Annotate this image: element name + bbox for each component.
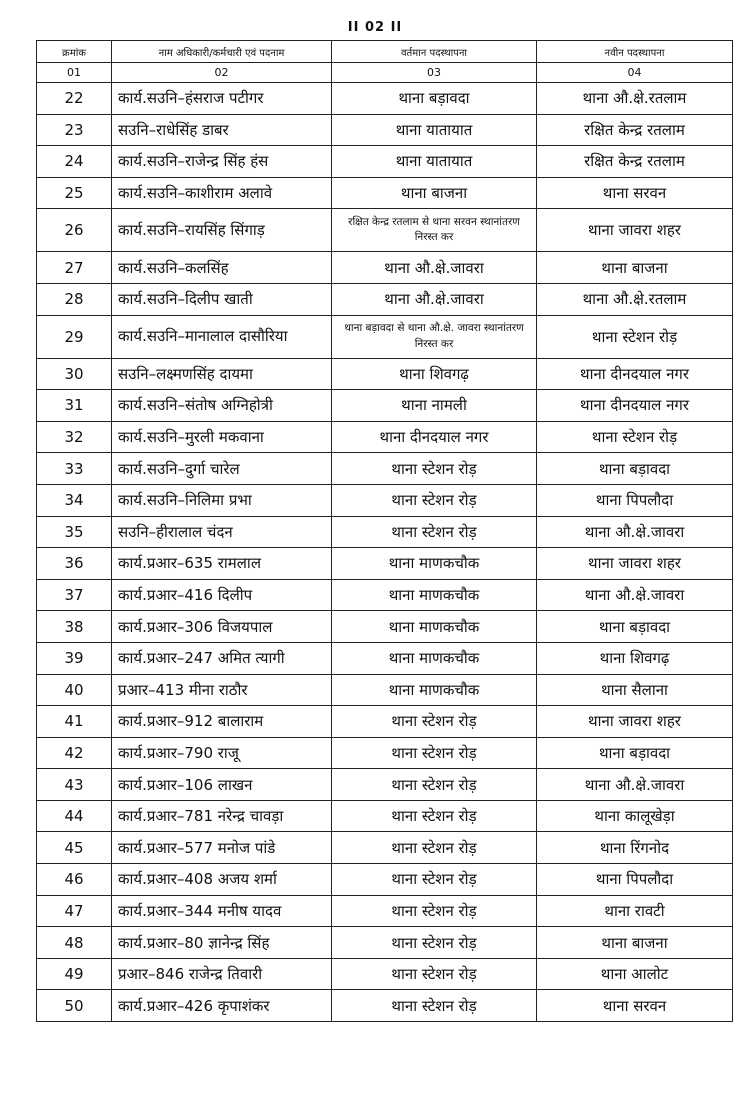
name-cell: कार्य.सउनि–कलसिंह (112, 252, 332, 284)
table-row (37, 990, 733, 1022)
serial-number-cell: 49 (37, 958, 112, 990)
header-row (37, 41, 733, 63)
serial-number-cell: 23 (37, 114, 112, 146)
name-cell: कार्य.प्रआर–781 नरेन्द्र चावड़ा (112, 800, 332, 832)
name-cell: प्रआर–846 राजेन्द्र तिवारी (112, 958, 332, 990)
serial-number-cell: 33 (37, 453, 112, 485)
new-posting-cell: थाना स्टेशन रोड़ (537, 421, 733, 453)
name-cell: कार्य.प्रआर–912 बालाराम (112, 706, 332, 738)
new-posting-cell: रक्षित केन्द्र रतलाम (537, 114, 733, 146)
current-posting-cell: थाना स्टेशन रोड़ (332, 895, 537, 927)
serial-number-cell: 27 (37, 252, 112, 284)
name-cell: कार्य.सउनि–हंसराज पटीगर (112, 83, 332, 115)
serial-number-cell: 41 (37, 706, 112, 738)
serial-number-cell: 28 (37, 283, 112, 315)
table-body (37, 83, 733, 1022)
serial-number-cell: 35 (37, 516, 112, 548)
new-posting-cell: थाना स्टेशन रोड़ (537, 315, 733, 358)
current-posting-cell: थाना स्टेशन रोड़ (332, 958, 537, 990)
current-posting-cell: थाना यातायात (332, 114, 537, 146)
name-cell: कार्य.सउनि–दिलीप खाती (112, 283, 332, 315)
name-cell: कार्य.प्रआर–426 कृपाशंकर (112, 990, 332, 1022)
new-posting-cell: थाना सरवन (537, 177, 733, 209)
serial-number-cell: 24 (37, 146, 112, 178)
current-posting-cell: थाना नामली (332, 390, 537, 422)
new-posting-cell: थाना जावरा शहर (537, 209, 733, 252)
new-posting-cell: थाना बड़ावदा (537, 453, 733, 485)
current-posting-cell: थाना स्टेशन रोड़ (332, 516, 537, 548)
new-posting-cell: थाना औ.क्षे.जावरा (537, 769, 733, 801)
new-posting-cell: थाना औ.क्षे.जावरा (537, 579, 733, 611)
current-posting-cell: थाना शिवगढ़ (332, 358, 537, 390)
serial-number-cell: 45 (37, 832, 112, 864)
table-row (37, 421, 733, 453)
table-row (37, 177, 733, 209)
current-posting-cell: थाना बाजना (332, 177, 537, 209)
name-cell: कार्य.सउनि–रायसिंह सिंगाड़ (112, 209, 332, 252)
new-posting-cell: थाना बड़ावदा (537, 737, 733, 769)
serial-number-cell: 30 (37, 358, 112, 390)
name-cell: कार्य.सउनि–निलिमा प्रभा (112, 484, 332, 516)
serial-number-cell: 26 (37, 209, 112, 252)
serial-number-cell: 29 (37, 315, 112, 358)
current-posting-cell: थाना स्टेशन रोड़ (332, 990, 537, 1022)
table-row (37, 83, 733, 115)
serial-number-cell: 32 (37, 421, 112, 453)
table-row (37, 737, 733, 769)
table-row (37, 864, 733, 896)
current-posting-cell: थाना स्टेशन रोड़ (332, 800, 537, 832)
table-row (37, 453, 733, 485)
serial-number-cell: 22 (37, 83, 112, 115)
name-cell: कार्य.सउनि–काशीराम अलावे (112, 177, 332, 209)
header-name: नाम अधिकारी/कर्मचारी एवं पदनाम (112, 41, 332, 63)
name-cell: कार्य.सउनि–राजेन्द्र सिंह हंस (112, 146, 332, 178)
table-row (37, 895, 733, 927)
table-row (37, 252, 733, 284)
new-posting-cell: थाना औ.क्षे.रतलाम (537, 83, 733, 115)
new-posting-cell: थाना आलोट (537, 958, 733, 990)
current-posting-cell: थाना बड़ावदा से थाना औ.क्षे. जावरा स्थानांतरण निरस्त कर (332, 315, 537, 358)
new-posting-cell: थाना सरवन (537, 990, 733, 1022)
table-row (37, 769, 733, 801)
column-number-row (37, 63, 733, 83)
new-posting-cell: थाना सैलाना (537, 674, 733, 706)
current-posting-cell: थाना औ.क्षे.जावरा (332, 252, 537, 284)
current-posting-cell: थाना दीनदयाल नगर (332, 421, 537, 453)
name-cell: कार्य.प्रआर–106 लाखन (112, 769, 332, 801)
new-posting-cell: रक्षित केन्द्र रतलाम (537, 146, 733, 178)
table-row (37, 209, 733, 252)
new-posting-cell: थाना जावरा शहर (537, 548, 733, 580)
serial-number-cell: 39 (37, 642, 112, 674)
table-row (37, 548, 733, 580)
name-cell: कार्य.प्रआर–306 विजयपाल (112, 611, 332, 643)
name-cell: कार्य.प्रआर–247 अमित त्यागी (112, 642, 332, 674)
new-posting-cell: थाना दीनदयाल नगर (537, 358, 733, 390)
table-row (37, 611, 733, 643)
serial-number-cell: 31 (37, 390, 112, 422)
table-row (37, 832, 733, 864)
serial-number-cell: 46 (37, 864, 112, 896)
name-cell: कार्य.प्रआर–635 रामलाल (112, 548, 332, 580)
name-cell: कार्य.प्रआर–416 दिलीप (112, 579, 332, 611)
table-row (37, 642, 733, 674)
table-row (37, 146, 733, 178)
name-cell: कार्य.सउनि–मानालाल दासौरिया (112, 315, 332, 358)
table-row (37, 516, 733, 548)
name-cell: कार्य.प्रआर–790 राजू (112, 737, 332, 769)
current-posting-cell: थाना स्टेशन रोड़ (332, 706, 537, 738)
serial-number-cell: 25 (37, 177, 112, 209)
current-posting-cell: थाना माणकचौक (332, 548, 537, 580)
serial-number-cell: 34 (37, 484, 112, 516)
current-posting-cell: थाना स्टेशन रोड़ (332, 864, 537, 896)
page-number: II 02 II (347, 20, 403, 35)
serial-number-cell: 50 (37, 990, 112, 1022)
serial-number-cell: 37 (37, 579, 112, 611)
name-cell: कार्य.सउनि–दुर्गा चारेल (112, 453, 332, 485)
table-row (37, 390, 733, 422)
name-cell: कार्य.प्रआर–577 मनोज पांडे (112, 832, 332, 864)
current-posting-cell: थाना स्टेशन रोड़ (332, 453, 537, 485)
transfer-table (36, 40, 733, 1022)
column-number: 01 (37, 63, 112, 83)
current-posting-cell: थाना माणकचौक (332, 611, 537, 643)
column-number: 04 (537, 63, 733, 83)
table-row (37, 358, 733, 390)
current-posting-cell: थाना माणकचौक (332, 642, 537, 674)
header-serial: क्रमांक (37, 41, 112, 63)
new-posting-cell: थाना कालूखेड़ा (537, 800, 733, 832)
current-posting-cell: थाना स्टेशन रोड़ (332, 927, 537, 959)
current-posting-cell: थाना औ.क्षे.जावरा (332, 283, 537, 315)
new-posting-cell: थाना पिपलौदा (537, 864, 733, 896)
current-posting-cell: थाना स्टेशन रोड़ (332, 737, 537, 769)
new-posting-cell: थाना बाजना (537, 927, 733, 959)
current-posting-cell: थाना स्टेशन रोड़ (332, 769, 537, 801)
table-row (37, 579, 733, 611)
new-posting-cell: थाना दीनदयाल नगर (537, 390, 733, 422)
new-posting-cell: थाना औ.क्षे.जावरा (537, 516, 733, 548)
serial-number-cell: 44 (37, 800, 112, 832)
table-row (37, 484, 733, 516)
new-posting-cell: थाना जावरा शहर (537, 706, 733, 738)
current-posting-cell: थाना माणकचौक (332, 579, 537, 611)
current-posting-cell: थाना यातायात (332, 146, 537, 178)
serial-number-cell: 47 (37, 895, 112, 927)
table-row (37, 283, 733, 315)
column-number: 02 (112, 63, 332, 83)
name-cell: सउनि–राधेसिंह डाबर (112, 114, 332, 146)
name-cell: कार्य.प्रआर–80 ज्ञानेन्द्र सिंह (112, 927, 332, 959)
header-new-posting: नवीन पदस्थापना (537, 41, 733, 63)
new-posting-cell: थाना रावटी (537, 895, 733, 927)
name-cell: कार्य.सउनि–संतोष अग्निहोत्री (112, 390, 332, 422)
name-cell: कार्य.सउनि–मुरली मकवाना (112, 421, 332, 453)
name-cell: सउनि–हीरालाल चंदन (112, 516, 332, 548)
current-posting-cell: थाना बड़ावदा (332, 83, 537, 115)
table-row (37, 674, 733, 706)
current-posting-cell: थाना स्टेशन रोड़ (332, 832, 537, 864)
header-current-posting: वर्तमान पदस्थापना (332, 41, 537, 63)
new-posting-cell: थाना बड़ावदा (537, 611, 733, 643)
table-row (37, 958, 733, 990)
new-posting-cell: थाना औ.क्षे.रतलाम (537, 283, 733, 315)
column-number: 03 (332, 63, 537, 83)
table-row (37, 114, 733, 146)
table-row (37, 800, 733, 832)
new-posting-cell: थाना शिवगढ़ (537, 642, 733, 674)
name-cell: प्रआर–413 मीना राठौर (112, 674, 332, 706)
new-posting-cell: थाना बाजना (537, 252, 733, 284)
serial-number-cell: 38 (37, 611, 112, 643)
new-posting-cell: थाना पिपलौदा (537, 484, 733, 516)
current-posting-cell: थाना स्टेशन रोड़ (332, 484, 537, 516)
new-posting-cell: थाना रिंगनोद (537, 832, 733, 864)
serial-number-cell: 42 (37, 737, 112, 769)
current-posting-cell: रक्षित केन्द्र रतलाम से थाना सरवन स्थानांतरण निरस्त कर (332, 209, 537, 252)
name-cell: कार्य.प्रआर–344 मनीष यादव (112, 895, 332, 927)
table-row (37, 315, 733, 358)
serial-number-cell: 43 (37, 769, 112, 801)
table-row (37, 706, 733, 738)
name-cell: कार्य.प्रआर–408 अजय शर्मा (112, 864, 332, 896)
serial-number-cell: 36 (37, 548, 112, 580)
name-cell: सउनि–लक्ष्मणसिंह दायमा (112, 358, 332, 390)
current-posting-cell: थाना माणकचौक (332, 674, 537, 706)
table-row (37, 927, 733, 959)
serial-number-cell: 40 (37, 674, 112, 706)
serial-number-cell: 48 (37, 927, 112, 959)
